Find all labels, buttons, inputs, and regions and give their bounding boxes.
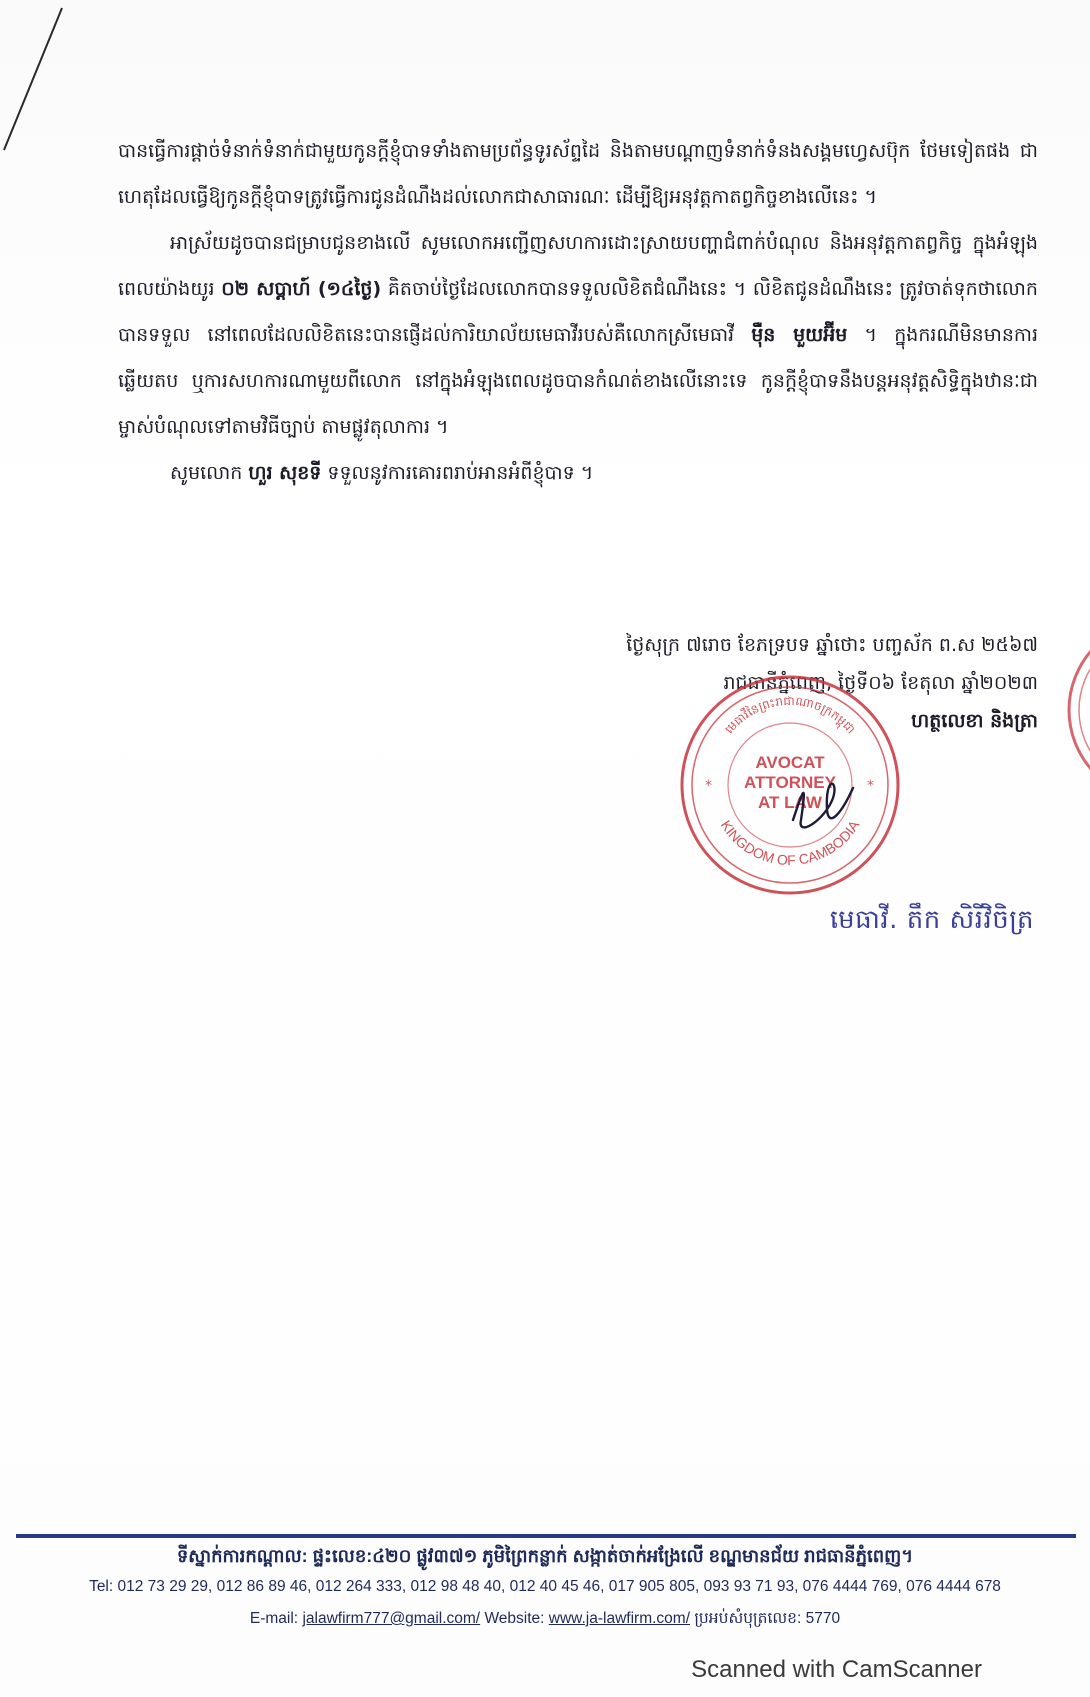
closing-part-2: ទទួលនូវការគោរពរាប់អានអំពីខ្ញុំបាទ ។ xyxy=(327,462,594,484)
attorney-name-inline: មុឺន មួយអ៊ីម xyxy=(751,324,848,346)
paragraph-request-part-3: ។ ក្នុងករណីមិនមានការឆ្លើយតប ឬការសហការណាមួយពីលោក នៅក្នុងអំឡុងពេលដូចបានកំណត់ខាងលើនោះទេ កូនក្តីខ្ញុំបាទនឹងបន្តអនុវត្តសិទ្ធិក្នុងឋានៈជាម្ចាស់បំណុលទៅតាមវិធីច្បាប់ តាមផ្លូវតុលាការ ។ xyxy=(118,324,1038,438)
paragraph-closing xyxy=(118,450,1038,496)
lawyer-name: មេធាវី. តឹក សិរីវិចិត្រ xyxy=(829,905,1034,935)
paragraph-request-part-1: អាស្រ័យដូចបានជម្រាបជូនខាងលើ សូមលោកអញ្ជើញសហការដោះស្រាយបញ្ហាជំពាក់បំណុល និងអនុវត្តកាតព្វកិច្ច ក្នុងអំឡុងពេលយ៉ាងយូរ xyxy=(118,232,1038,300)
email-label: E-mail: xyxy=(249,1610,303,1627)
recipient-name: ហួរ សុខទី xyxy=(248,462,322,484)
scanner-watermark: Scanned with CamScanner xyxy=(691,1656,982,1683)
deadline-period: ០២ សប្តាហ៍ (១៤ថ្ងៃ) xyxy=(221,278,382,300)
seal-line-at-law: AT LAW xyxy=(758,793,822,812)
email-link[interactable]: jalawfirm777@gmail.com/ xyxy=(302,1610,481,1627)
paragraph-request xyxy=(118,220,1038,450)
lunar-date: ថ្ងៃសុក្រ ៧រោច ខែភទ្របទ ឆ្នាំថោះ បញ្ចស័ក ព.ស ២៥៦៧ xyxy=(626,634,1038,656)
postbox-number: ប្រអប់សំបុត្រលេខ: 5770 xyxy=(694,1610,841,1627)
letter-body xyxy=(118,128,1038,496)
seal-line-attorney: ATTORNEY xyxy=(744,773,836,792)
seal-top-khmer-text: មេធាវីនៃព្រះរាជាណាចក្រកម្ពុជា xyxy=(721,693,859,737)
attorney-seal-stamp xyxy=(675,670,905,900)
svg-text:*: * xyxy=(867,778,874,794)
seal-arc-text: KINGDOM OF CAMBODIA xyxy=(717,817,863,869)
seal-line-avocat: AVOCAT xyxy=(755,753,825,772)
page-edge-mark xyxy=(0,0,70,160)
website-label: Website: xyxy=(484,1610,549,1627)
closing-part-1: សូមលោក xyxy=(170,462,243,484)
paragraph-continuation: បានធ្វើការផ្តាច់ទំនាក់ទំនាក់ជាមួយកូនក្តីខ្ញុំបាទទាំងតាមប្រព័ន្ធទូរស័ព្ទដៃ និងតាមបណ្តាញទំនាក់ទំនងសង្គមហ្វេសប៊ុក ថែមទៀតផង ជាហេតុដែលធ្វើឱ្យកូនក្តីខ្ញុំបាទត្រូវធ្វើការជូនដំណឹងដល់លោកជាសាធារណៈ ដើម្បីឱ្យអនុវត្តកាតព្វកិច្ចខាងលើនេះ ។ xyxy=(118,140,1038,208)
website-link[interactable]: www.ja-lawfirm.com/ xyxy=(548,1610,690,1627)
signature-and-seal-title: ហត្ថលេខា និងត្រា xyxy=(911,710,1038,732)
footer-contact xyxy=(20,1608,1070,1631)
footer-address: ទីស្នាក់ការកណ្តាល: ផ្ទះលេខ:៤២០ ផ្លូវ៣៧១ ភូមិព្រៃកន្លាក់ សង្កាត់ចាក់អង្រែលើ ខណ្ឌមានជ័យ រាជធានីភ្នំពេញ។ xyxy=(176,1546,914,1566)
partial-seal-right-edge xyxy=(1064,615,1090,805)
solar-date: រាជធានីភ្នំពេញ, ថ្ងៃទី០៦ ខែតុលា ឆ្នាំ២០២៣ xyxy=(723,672,1038,694)
footer-phone-numbers: Tel: 012 73 29 29, 012 86 89 46, 012 264 333, 012 98 48 40, 012 40 45 46, 017 905 805, 093 93 71 93, 076 4444 769, 076 4444 678 xyxy=(89,1578,1001,1595)
paragraph-request-part-2: គិតចាប់ថ្ងៃដែលលោកបានទទួលលិខិតជំណឹងនេះ ។ លិខិតជូនដំណឹងនេះ ត្រូវចាត់ទុកថាលោកបានទទួល នៅពេលដែលលិខិតនេះបានផ្ញើដល់ការិយាល័យមេធាវីរបស់គឺលោកស្រីមេធាវី xyxy=(118,278,1038,346)
footer-divider xyxy=(16,1534,1076,1538)
svg-text:*: * xyxy=(705,778,712,794)
